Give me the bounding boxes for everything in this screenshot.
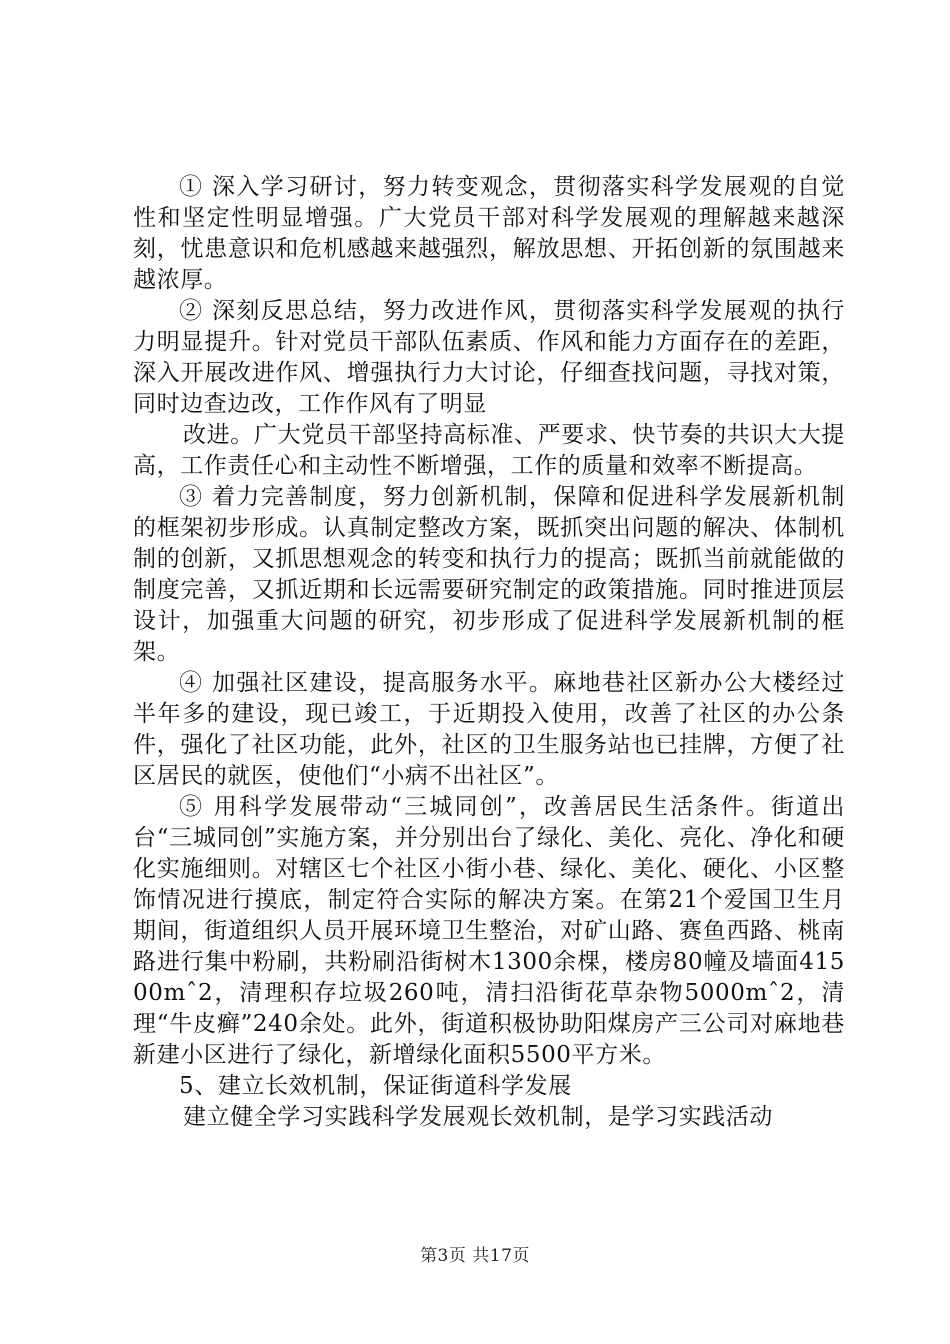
paragraph-5: ④ 加强社区建设，提高服务水平。麻地巷社区新办公大楼经过半年多的建设，现已竣工，于近期投入使用，改善了社区的办公条件，强化了社区功能，此外，社区的卫生服务站也已挂牌，方便了社区居民的就医，使他们“小病不出社区”。 <box>133 670 845 789</box>
paragraph-7: 建立健全学习实践科学发展观长效机制，是学习实践活动 <box>183 1104 773 1130</box>
page-number-footer: 第3页 共17页 <box>420 1246 530 1266</box>
paragraph-3: 改进。广大党员干部坚持高标准、严要求、快节奏的共识大大提高，工作责任心和主动性不断增强，工作的质量和效率不断提高。 <box>133 422 845 479</box>
paragraph-4: ③ 着力完善制度，努力创新机制，保障和促进科学发展新机制的框架初步形成。认真制定整改方案，既抓突出问题的解决、体制机制的创新，又抓思想观念的转变和执行力的提高；既抓当前就能做的制度完善，又抓近期和长远需要研究制定的政策措施。同时推进顶层设计，加强重大问题的研究，初步形成了促进科学发展新机制的框架。 <box>133 484 845 665</box>
paragraph-2: ② 深刻反思总结，努力改进作风，贯彻落实科学发展观的执行力明显提升。针对党员干部队伍素质、作风和能力方面存在的差距，深入开展改进作风、增强执行力大讨论，仔细查找问题，寻找对策，同时边查边改，工作作风有了明显 <box>133 298 845 417</box>
paragraph-6: ⑤ 用科学发展带动“三城同创”，改善居民生活条件。街道出台“三城同创”实施方案，并分别出台了绿化、美化、亮化、净化和硬化实施细则。对辖区七个社区小街小巷、绿化、美化、硬化、小区整饰情况进行摸底，制定符合实际的解决方案。在第21个爱国卫生月期间，街道组织人员开展环境卫生整治，对矿山路、赛鱼西路、桃南路进行集中粉刷，共粉刷沿街树木1300余棵，楼房80幢及墙面41500mˆ2，清理积存垃圾260吨，清扫沿街花草杂物5000mˆ2，清理“牛皮癣”240余处。此外，街道积极协助阳煤房产三公司对麻地巷新建小区进行了绿化，新增绿化面积5500平方米。 <box>133 794 845 1068</box>
section-heading: 5、建立长效机制，保证街道科学发展 <box>179 1073 572 1099</box>
document-body <box>133 172 845 1133</box>
paragraph-1: ① 深入学习研讨，努力转变观念，贯彻落实科学发展观的自觉性和坚定性明显增强。广大党员干部对科学发展观的理解越来越深刻，忧患意识和危机感越来越强烈，解放思想、开拓创新的氛围越来越浓厚。 <box>133 174 845 293</box>
